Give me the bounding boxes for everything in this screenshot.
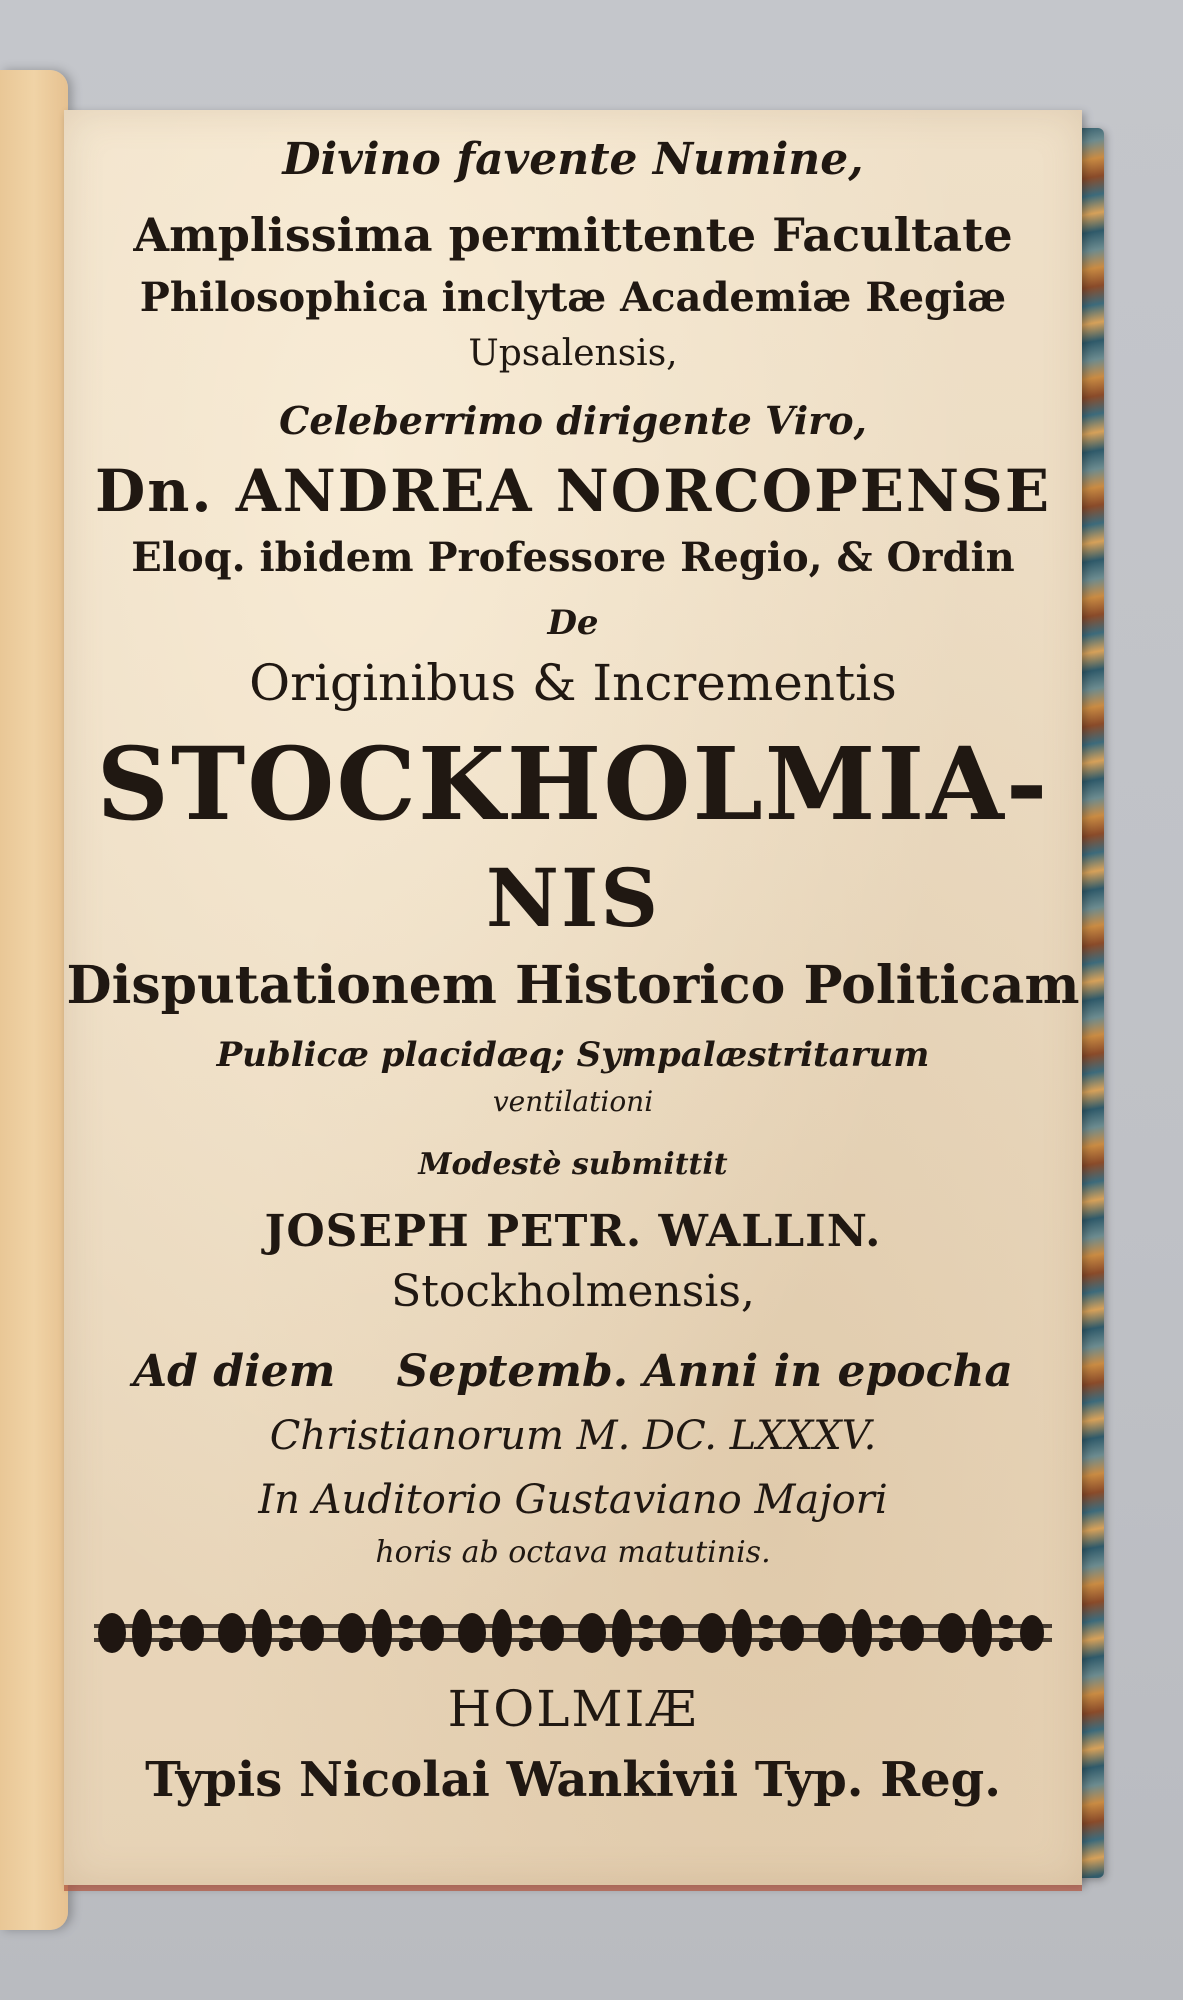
date-line-2: Christianorum M. DC. LXXXV.: [269, 1413, 877, 1459]
submission-line: Modestè submittit: [418, 1147, 728, 1182]
title-main-1: STOCKHOLMIA-: [96, 725, 1050, 843]
disputation-line: Disputationem Historico Politicam: [66, 955, 1080, 1016]
time-line: horis ab octava matutinis.: [375, 1535, 771, 1570]
faculty-line-1: Amplissima permittente Facultate: [133, 208, 1013, 262]
ventilation-line-1: Publicæ placidæq; Sympalæstritarum: [216, 1035, 930, 1075]
facing-page-edge: [0, 70, 68, 1930]
title-line-1: Originibus & Incrementis: [249, 654, 897, 712]
faculty-line-3: Upsalensis,: [468, 333, 678, 374]
presider-name: Dn. ANDREA NORCOPENSE: [94, 457, 1052, 525]
faculty-line-2: Philosophica inclytæ Academiæ Regiæ: [139, 274, 1007, 321]
title-leaf: [64, 110, 1082, 1885]
invocation-line: Divino favente Numine,: [282, 134, 864, 185]
presider-title: Eloq. ibidem Professore Regio, & Ordin: [131, 534, 1015, 581]
venue-line: In Auditorio Gustaviano Majori: [258, 1477, 888, 1523]
date-line-1: Ad diem Septemb. Anni in epocha: [133, 1346, 1013, 1397]
imprint-printer: Typis Nicolai Wankivii Typ. Reg.: [145, 1752, 1001, 1808]
title-page-text: [64, 110, 1082, 1885]
title-de: De: [547, 603, 599, 643]
ventilation-line-2: ventilationi: [492, 1085, 654, 1118]
imprint-place: HOLMIÆ: [447, 1680, 699, 1738]
respondent-name: JOSEPH PETR. WALLIN.: [264, 1206, 882, 1257]
respondent-origin: Stockholmensis,: [391, 1266, 755, 1317]
printers-ornament-band: [94, 1602, 1052, 1664]
title-main-2: NIS: [485, 851, 661, 945]
presider-intro: Celeberrimo dirigente Viro,: [279, 398, 867, 443]
